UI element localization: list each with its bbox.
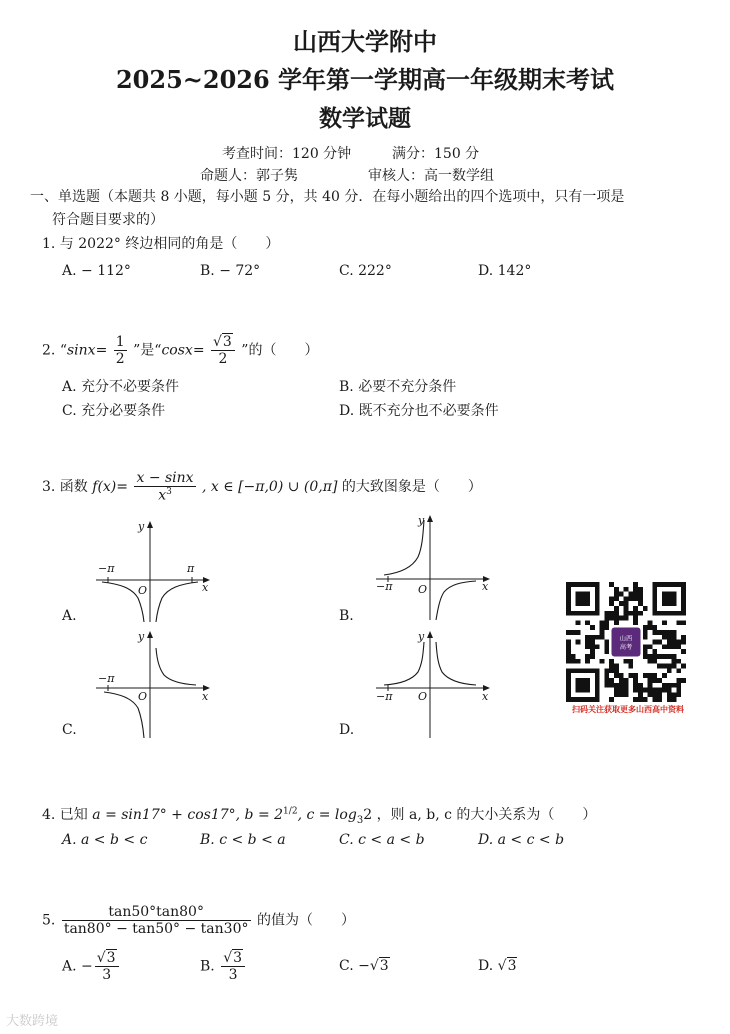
section-heading: [30, 186, 670, 232]
q2-option-b[interactable]: B. 必要不充分条件: [339, 379, 457, 395]
qr-center-line1: 山西: [619, 635, 633, 643]
subject-title: 数学试题: [319, 105, 411, 132]
q4-option-c[interactable]: C. c < a < b: [339, 832, 425, 848]
q3-graph-a[interactable]: [92, 516, 214, 624]
q3-d-origin: O: [418, 690, 428, 703]
q4-stem: 4. 已知 a = sin17° + cos17°, $b = 2^{1/2}$, $c = \log_32$ ，则 a, b, c 的大小关系为（ ）: [42, 806, 597, 826]
question-author: 命题人：郭子隽: [200, 168, 298, 184]
q2-option-c[interactable]: C. 充分必要条件: [62, 403, 166, 419]
q3-d-xlabel: x: [482, 690, 489, 703]
q3-a-xlabel: x: [202, 581, 209, 594]
q2-option-a[interactable]: A. 充分不必要条件: [62, 379, 180, 395]
q3-b-ylabel: y: [418, 514, 425, 527]
exam-time: 考查时间：120 分钟: [222, 146, 352, 162]
section-heading-line2: 符合题目要求的）: [52, 212, 164, 228]
question-reviewer: 审核人：高一数学组: [368, 168, 494, 184]
q3-c-xlabel: x: [202, 690, 209, 703]
q5-option-b[interactable]: B. $\frac{√3}{3}$: [200, 950, 247, 983]
q3-c-origin: O: [138, 690, 148, 703]
q3-label-d[interactable]: D.: [339, 722, 355, 738]
q3-d-ylabel: y: [418, 630, 425, 643]
q5-fraction: $\frac{\tan 50^\circ\tan 80^\circ}{\tan 80^\circ - \tan 50^\circ - \tan 30^\circ}$: [63, 904, 249, 938]
q2-frac-half: $\frac{1}{2}$: [115, 334, 125, 368]
q4-option-a[interactable]: A. a < b < c: [62, 832, 148, 848]
q1-option-c[interactable]: C. 222°: [339, 263, 392, 279]
q3-graph-c[interactable]: [92, 628, 214, 740]
q3-a-neg-pi: −π: [98, 562, 115, 575]
q2-frac-sqrt3-half: $\frac{√3}{2}$: [211, 334, 235, 367]
full-score: 满分：150 分: [392, 146, 480, 162]
q3-graph-d[interactable]: [372, 628, 494, 740]
q3-c-neg-pi: −π: [98, 672, 115, 685]
q2-stem: 2. “sinx= $\frac{1}{2}$ ”是“cosx= $\frac{√3}{2}$ ”的（ ）: [42, 334, 319, 368]
q3-c-ylabel: y: [138, 630, 145, 643]
q3-stem: 3. 函数 f(x)= $\frac{x - \sin x}{x^3}$ , x ∈ [−π,0) ∪ (0,π] 的大致图象是（ ）: [42, 470, 482, 504]
q3-graph-b[interactable]: [372, 510, 494, 622]
section-heading-line1: 一、单选题（本题共 8 小题，每小题 5 分，共 40 分．在每小题给出的四个选项中，只有一项是: [30, 189, 625, 205]
q1-option-b[interactable]: B. − 72°: [200, 263, 261, 279]
q2-option-d[interactable]: D. 既不充分也不必要条件: [339, 403, 499, 419]
q3-a-ylabel: y: [138, 520, 145, 533]
q5-stem: 5. $\frac{\tan 50^\circ\tan 80^\circ}{\tan 80^\circ - \tan 50^\circ - \tan 30^\circ}$ 的值为（ ）: [42, 904, 355, 938]
watermark: 大数跨境: [6, 1014, 59, 1029]
qr-center-line2: 高考: [619, 644, 633, 652]
q5-option-c[interactable]: C. −√3: [339, 958, 389, 974]
q3-label-b[interactable]: B.: [339, 608, 354, 624]
q1-option-a[interactable]: A. − 112°: [62, 263, 131, 279]
q1-stem: 1. 与 2022° 终边相同的角是（ ）: [42, 236, 280, 252]
q3-a-pi: π: [187, 562, 195, 575]
q1-option-d[interactable]: D. 142°: [478, 263, 532, 279]
qr-caption: 扫码关注获取更多山西高中资料: [572, 705, 684, 714]
q3-label-c[interactable]: C.: [62, 722, 77, 738]
school-title: 山西大学附中: [293, 27, 437, 56]
q3-d-neg-pi: −π: [376, 690, 393, 703]
q3-b-origin: O: [418, 583, 428, 596]
q5-option-a[interactable]: A. − $\frac{√3}{3}$: [62, 950, 121, 983]
q3-b-neg-pi: −π: [376, 580, 393, 593]
q4-option-b[interactable]: B. c < b < a: [200, 832, 286, 848]
qr-code-icon: [566, 582, 686, 702]
q3-fraction: $\frac{x - \sin x}{x^3}$: [136, 470, 194, 504]
q3-label-a[interactable]: A.: [62, 608, 77, 624]
q3-a-origin: O: [138, 584, 148, 597]
q4-option-d[interactable]: D. a < c < b: [478, 832, 565, 848]
exam-title: 2025~2026 学年第一学期高一年级期末考试: [115, 65, 615, 94]
q5-option-d[interactable]: D. √3: [478, 958, 517, 974]
q3-b-xlabel: x: [482, 580, 489, 593]
